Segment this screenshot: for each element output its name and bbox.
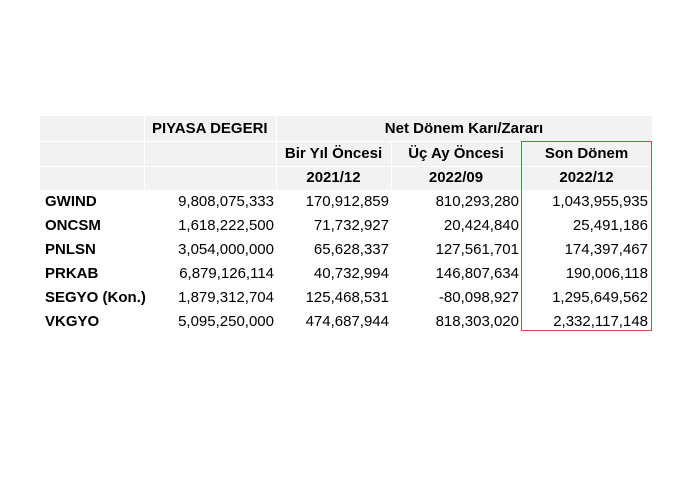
row-year-ago: 170,912,859	[305, 193, 389, 210]
row-quarter-ago: 818,303,020	[435, 313, 519, 330]
row-current: 25,491,186	[572, 217, 648, 234]
row-market-value: 3,054,000,000	[178, 241, 274, 258]
row-ticker: ONCSM	[45, 217, 101, 234]
row-quarter-ago: 20,424,840	[443, 217, 519, 234]
header-divider	[144, 116, 145, 190]
row-ticker: SEGYO (Kon.)	[45, 289, 146, 306]
row-year-ago: 40,732,994	[313, 265, 389, 282]
row-current: 190,006,118	[565, 265, 648, 282]
header-year-ago: Bir Yıl Öncesi	[276, 141, 391, 166]
row-quarter-ago: -80,098,927	[438, 289, 519, 306]
highlight-box	[521, 141, 652, 331]
row-current: 174,397,467	[564, 241, 648, 258]
header-market-value: PIYASA DEGERI	[144, 116, 276, 190]
row-market-value: 9,808,075,333	[178, 193, 274, 210]
header-current: Son Dönem	[521, 141, 652, 166]
financial-table	[40, 116, 652, 331]
header-year-ago-period: 2021/12	[276, 166, 391, 190]
row-current: 2,332,117,148	[553, 313, 648, 330]
header-corner	[40, 116, 144, 190]
row-market-value: 6,879,126,114	[179, 265, 274, 282]
row-year-ago: 71,732,927	[313, 217, 389, 234]
header-divider	[276, 116, 277, 190]
row-current: 1,043,955,935	[552, 193, 648, 210]
row-market-value: 1,618,222,500	[178, 217, 274, 234]
row-quarter-ago: 127,561,701	[435, 241, 519, 258]
row-quarter-ago: 810,293,280	[435, 193, 519, 210]
row-quarter-ago: 146,807,634	[435, 265, 519, 282]
row-ticker: VKGYO	[45, 313, 100, 330]
row-ticker: PRKAB	[45, 265, 99, 282]
header-current-period: 2022/12	[521, 166, 652, 190]
row-ticker: GWIND	[45, 193, 97, 210]
row-year-ago: 474,687,944	[305, 313, 389, 330]
header-net-profit: Net Dönem Karı/Zararı	[276, 116, 652, 141]
row-current: 1,295,649,562	[552, 289, 648, 306]
header-quarter-ago-period: 2022/09	[391, 166, 521, 190]
row-year-ago: 125,468,531	[305, 289, 389, 306]
row-ticker: PNLSN	[45, 241, 96, 258]
header-quarter-ago: Üç Ay Öncesi	[391, 141, 521, 166]
row-market-value: 1,879,312,704	[178, 289, 274, 306]
row-market-value: 5,095,250,000	[178, 313, 274, 330]
row-year-ago: 65,628,337	[313, 241, 389, 258]
